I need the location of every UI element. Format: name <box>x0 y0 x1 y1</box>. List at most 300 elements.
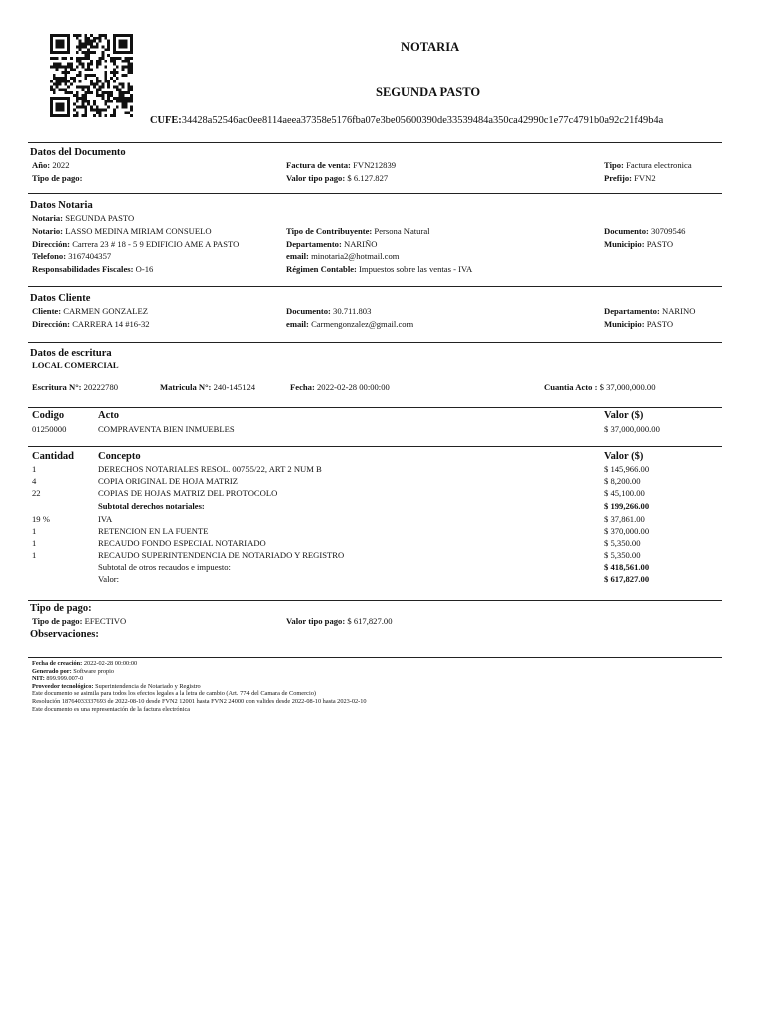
factura-field: Factura de venta: FVN212839 <box>286 160 397 170</box>
qr-module <box>130 88 133 91</box>
qr-module <box>130 97 133 100</box>
qr-module <box>53 88 56 91</box>
qr-module <box>53 77 56 80</box>
qr-module <box>67 86 70 89</box>
escritura-subheading: LOCAL COMERCIAL <box>32 360 119 370</box>
qr-module <box>61 65 64 68</box>
qr-module <box>119 45 122 48</box>
qr-module <box>67 51 70 54</box>
qr-module <box>61 108 64 111</box>
qr-module <box>64 80 67 83</box>
qr-module <box>107 40 110 43</box>
col-concepto: Concepto <box>98 451 141 462</box>
qr-module <box>87 48 90 51</box>
cufe-value: 34428a52546ac0ee8114aeea37358e5176fba07e3be05600390de33539484a350ca42990c1e77c4791b0a92c21f49b4a <box>181 115 664 126</box>
qr-module <box>113 63 116 66</box>
qr-module <box>87 68 90 71</box>
footer <box>32 660 367 713</box>
responsabilidades-field: Responsabilidades Fiscales: O-16 <box>32 264 154 274</box>
telefono-field: Telefono: 3167404357 <box>32 251 112 261</box>
qr-module <box>81 106 84 109</box>
qr-module <box>130 94 133 97</box>
qr-module <box>56 68 59 71</box>
qr-module <box>67 114 70 117</box>
qr-module <box>84 108 87 111</box>
qr-module <box>56 106 59 109</box>
qr-module <box>59 80 62 83</box>
concepto-valor: $ 37,861.00 <box>604 514 645 524</box>
qr-module <box>102 45 105 48</box>
qr-module <box>93 86 96 89</box>
qr-module <box>56 83 59 86</box>
tipo-pago-field: Tipo de pago: <box>32 173 83 183</box>
qr-module <box>50 80 53 83</box>
qr-module <box>79 60 82 63</box>
qr-module <box>110 60 113 63</box>
qr-module <box>122 86 125 89</box>
qr-module <box>50 114 53 117</box>
qr-module <box>122 43 125 46</box>
qr-module <box>76 37 79 40</box>
qr-module <box>79 106 82 109</box>
fecha-escritura-field: Fecha: 2022-02-28 00:00:00 <box>290 382 390 392</box>
qr-module <box>87 63 90 66</box>
concepto-descripcion: RECAUDO SUPERINTENDENCIA DE NOTARIADO Y REGISTRO <box>98 550 345 560</box>
documento-cliente-field: Documento: 30.711.803 <box>286 306 372 316</box>
qr-module <box>79 86 82 89</box>
qr-module <box>124 51 127 54</box>
qr-module <box>122 100 125 103</box>
concepto-descripcion: IVA <box>98 514 113 524</box>
qr-module <box>90 34 93 37</box>
qr-module <box>79 63 82 66</box>
qr-module <box>67 111 70 114</box>
qr-module <box>96 43 99 46</box>
qr-module <box>130 106 133 109</box>
qr-module <box>84 37 87 40</box>
qr-module <box>130 43 133 46</box>
qr-module <box>122 103 125 106</box>
qr-module <box>99 86 102 89</box>
qr-module <box>56 63 59 66</box>
qr-module <box>122 83 125 86</box>
qr-module <box>122 65 125 68</box>
tipo-factura-field: Tipo: Factura electronica <box>604 160 692 170</box>
notaria-field: Notaria: SEGUNDA PASTO <box>32 213 135 223</box>
qr-module <box>113 37 116 40</box>
qr-module <box>124 40 127 43</box>
qr-module <box>93 83 96 86</box>
qr-module <box>127 68 130 71</box>
concepto-descripcion: RETENCION EN LA FUENTE <box>98 526 209 536</box>
qr-module <box>67 63 70 66</box>
qr-module <box>53 74 56 77</box>
qr-module <box>81 97 84 100</box>
qr-module <box>122 91 125 94</box>
qr-module <box>50 65 53 68</box>
qr-module <box>84 57 87 60</box>
qr-module <box>107 106 110 109</box>
qr-module <box>84 34 87 37</box>
qr-module <box>116 65 119 68</box>
qr-module <box>119 51 122 54</box>
qr-module <box>93 103 96 106</box>
qr-code <box>50 34 133 117</box>
qr-module <box>119 97 122 100</box>
qr-module <box>119 94 122 97</box>
qr-module <box>50 86 53 89</box>
qr-module <box>90 68 93 71</box>
concepto-valor: $ 45,100.00 <box>604 488 645 498</box>
regimen-field: Régimen Contable: Impuestos sobre las ventas - IVA <box>286 264 473 274</box>
qr-module <box>127 86 130 89</box>
qr-module <box>107 86 110 89</box>
qr-module <box>53 51 56 54</box>
qr-module <box>90 60 93 63</box>
qr-module <box>81 45 84 48</box>
qr-module <box>56 108 59 111</box>
qr-module <box>102 54 105 57</box>
qr-module <box>84 43 87 46</box>
qr-module <box>130 45 133 48</box>
qr-module <box>84 111 87 114</box>
qr-module <box>70 91 73 94</box>
qr-module <box>70 77 73 80</box>
qr-module <box>81 51 84 54</box>
qr-module <box>50 45 53 48</box>
qr-module <box>96 60 99 63</box>
valor-pago-field: Valor tipo pago: $ 617,827.00 <box>286 616 393 626</box>
qr-module <box>61 34 64 37</box>
qr-module <box>122 45 125 48</box>
qr-module <box>64 34 67 37</box>
section-datos-escritura: Datos de escritura <box>30 348 112 359</box>
qr-module <box>99 114 102 117</box>
concepto-valor: $ 145,966.00 <box>604 464 650 474</box>
qr-module <box>61 77 64 80</box>
qr-module <box>99 108 102 111</box>
qr-module <box>104 100 107 103</box>
qr-module <box>107 91 110 94</box>
qr-module <box>59 77 62 80</box>
qr-module <box>53 57 56 60</box>
qr-module <box>56 80 59 83</box>
qr-module <box>93 74 96 77</box>
qr-module <box>73 68 76 71</box>
qr-module <box>113 43 116 46</box>
divider <box>28 600 722 601</box>
qr-module <box>90 80 93 83</box>
municipio-cliente-field: Municipio: PASTO <box>604 319 674 329</box>
qr-module <box>102 97 105 100</box>
qr-module <box>124 100 127 103</box>
qr-module <box>127 83 130 86</box>
qr-module <box>81 88 84 91</box>
qr-module <box>64 68 67 71</box>
qr-module <box>76 97 79 100</box>
qr-module <box>67 40 70 43</box>
qr-module <box>107 54 110 57</box>
qr-module <box>81 86 84 89</box>
qr-module <box>130 108 133 111</box>
qr-module <box>119 57 122 60</box>
qr-module <box>53 114 56 117</box>
qr-module <box>127 60 130 63</box>
subtotal-derechos-valor: $ 199,266.00 <box>604 501 650 511</box>
qr-module <box>113 60 116 63</box>
qr-module <box>79 43 82 46</box>
qr-module <box>104 71 107 74</box>
qr-module <box>76 91 79 94</box>
qr-module <box>53 63 56 66</box>
qr-module <box>99 88 102 91</box>
qr-module <box>113 48 116 51</box>
qr-module <box>59 40 62 43</box>
qr-module <box>87 40 90 43</box>
qr-module <box>113 86 116 89</box>
qr-module <box>130 114 133 117</box>
qr-module <box>67 48 70 51</box>
subtotal-derechos-label: Subtotal derechos notariales: <box>98 501 205 511</box>
concepto-cantidad: 1 <box>32 550 37 560</box>
qr-module <box>130 37 133 40</box>
qr-module <box>61 51 64 54</box>
concepto-valor: $ 370,000.00 <box>604 526 650 536</box>
col-valor: Valor ($) <box>604 410 644 421</box>
qr-module <box>104 103 107 106</box>
qr-module <box>76 111 79 114</box>
qr-module <box>107 100 110 103</box>
qr-module <box>96 37 99 40</box>
anio-field: Año: 2022 <box>32 160 70 170</box>
qr-module <box>87 54 90 57</box>
qr-module <box>50 108 53 111</box>
qr-module <box>81 65 84 68</box>
qr-module <box>73 103 76 106</box>
qr-module <box>130 100 133 103</box>
prefijo-field: Prefijo: FVN2 <box>604 173 656 183</box>
qr-module <box>64 88 67 91</box>
qr-module <box>96 65 99 68</box>
qr-module <box>84 51 87 54</box>
qr-module <box>113 97 116 100</box>
qr-module <box>124 74 127 77</box>
direccion-cliente-field: Dirección: CARRERA 14 #16-32 <box>32 319 150 329</box>
qr-module <box>59 108 62 111</box>
qr-module <box>79 45 82 48</box>
qr-module <box>61 57 64 60</box>
qr-module <box>59 83 62 86</box>
qr-module <box>102 94 105 97</box>
qr-module <box>67 71 70 74</box>
qr-module <box>70 68 73 71</box>
qr-module <box>116 100 119 103</box>
qr-module <box>116 86 119 89</box>
qr-module <box>116 34 119 37</box>
qr-module <box>50 97 53 100</box>
qr-module <box>79 57 82 60</box>
qr-module <box>76 114 79 117</box>
qr-module <box>119 43 122 46</box>
departamento-cliente-field: Departamento: NARINO <box>604 306 696 316</box>
qr-module <box>102 108 105 111</box>
qr-module <box>61 40 64 43</box>
qr-module <box>59 88 62 91</box>
qr-module <box>59 63 62 66</box>
qr-module <box>116 88 119 91</box>
concepto-cantidad: 22 <box>32 488 41 498</box>
qr-module <box>70 63 73 66</box>
qr-module <box>81 57 84 60</box>
qr-module <box>76 51 79 54</box>
qr-module <box>50 51 53 54</box>
qr-module <box>113 74 116 77</box>
qr-module <box>116 106 119 109</box>
qr-module <box>87 91 90 94</box>
cufe-label: CUFE: <box>150 115 182 126</box>
qr-module <box>124 97 127 100</box>
qr-module <box>59 65 62 68</box>
qr-module <box>107 45 110 48</box>
qr-module <box>79 48 82 51</box>
qr-module <box>50 106 53 109</box>
escritura-field: Escritura N°: 20222780 <box>32 382 119 392</box>
concepto-descripcion: RECAUDO FONDO ESPECIAL NOTARIADO <box>98 538 266 548</box>
qr-module <box>93 40 96 43</box>
qr-module <box>119 88 122 91</box>
qr-module <box>64 51 67 54</box>
qr-module <box>104 80 107 83</box>
qr-module <box>127 97 130 100</box>
qr-module <box>61 88 64 91</box>
qr-module <box>93 108 96 111</box>
qr-module <box>124 34 127 37</box>
qr-module <box>73 80 76 83</box>
qr-module <box>56 114 59 117</box>
qr-module <box>113 51 116 54</box>
qr-module <box>67 103 70 106</box>
qr-module <box>124 91 127 94</box>
qr-module <box>110 71 113 74</box>
footer-generado: Generado por: Software propio <box>32 667 115 675</box>
qr-module <box>81 114 84 117</box>
qr-module <box>102 86 105 89</box>
qr-module <box>67 91 70 94</box>
col-cantidad: Cantidad <box>32 451 75 462</box>
qr-module <box>50 34 53 37</box>
qr-module <box>50 40 53 43</box>
qr-module <box>116 77 119 80</box>
qr-module <box>116 57 119 60</box>
qr-module <box>64 71 67 74</box>
qr-module <box>73 34 76 37</box>
qr-module <box>64 65 67 68</box>
valor-tipo-pago-field: Valor tipo pago: $ 6.127.827 <box>286 173 389 183</box>
qr-module <box>116 51 119 54</box>
footer-line2: Resolución 18764033337693 de 2022-08-10 desde FVN2 12001 hasta FVN2 24000 con valides desde 2022-08-10 hasta 2023-02-10 <box>32 697 367 705</box>
qr-module <box>102 34 105 37</box>
qr-module <box>76 86 79 89</box>
qr-module <box>124 60 127 63</box>
qr-module <box>87 103 90 106</box>
qr-module <box>64 91 67 94</box>
qr-module <box>59 97 62 100</box>
municipio-notaria-field: Municipio: PASTO <box>604 239 674 249</box>
concepto-cantidad: 4 <box>32 476 37 486</box>
qr-module <box>81 43 84 46</box>
qr-module <box>113 45 116 48</box>
footer-fecha: Fecha de creación: 2022-02-28 00:00:00 <box>32 660 138 667</box>
title-segunda-pasto: SEGUNDA PASTO <box>376 85 481 99</box>
qr-module <box>67 106 70 109</box>
qr-module <box>124 103 127 106</box>
qr-module <box>130 51 133 54</box>
qr-module <box>110 100 113 103</box>
qr-module <box>96 83 99 86</box>
qr-module <box>127 100 130 103</box>
email-cliente-field: email: Carmengonzalez@gmail.com <box>286 319 414 329</box>
qr-module <box>84 94 87 97</box>
qr-module <box>110 77 113 80</box>
qr-module <box>76 57 79 60</box>
qr-module <box>127 71 130 74</box>
qr-module <box>50 111 53 114</box>
qr-module <box>99 34 102 37</box>
acto-valor: $ 37,000,000.00 <box>604 424 660 434</box>
concepto-valor: $ 5,350.00 <box>604 538 641 548</box>
qr-module <box>104 48 107 51</box>
concepto-descripcion: COPIA ORIGINAL DE HOJA MATRIZ <box>98 476 239 486</box>
qr-module <box>90 45 93 48</box>
qr-module <box>56 57 59 60</box>
qr-module <box>104 114 107 117</box>
qr-module <box>127 51 130 54</box>
divider <box>28 342 722 343</box>
tipo-pago-valor-field: Tipo de pago: EFECTIVO <box>32 616 127 626</box>
qr-module <box>87 65 90 68</box>
qr-module <box>73 94 76 97</box>
qr-module <box>107 97 110 100</box>
qr-module <box>96 108 99 111</box>
qr-module <box>107 48 110 51</box>
qr-module <box>93 51 96 54</box>
qr-module <box>73 108 76 111</box>
qr-module <box>113 71 116 74</box>
qr-module <box>50 103 53 106</box>
qr-module <box>96 63 99 66</box>
qr-module <box>87 37 90 40</box>
qr-module <box>50 100 53 103</box>
qr-module <box>124 45 127 48</box>
qr-module <box>56 77 59 80</box>
qr-module <box>56 51 59 54</box>
qr-module <box>76 94 79 97</box>
qr-module <box>122 94 125 97</box>
qr-module <box>93 37 96 40</box>
qr-module <box>90 106 93 109</box>
qr-module <box>110 114 113 117</box>
divider <box>28 193 722 194</box>
concepto-cantidad: 1 <box>32 538 37 548</box>
qr-module <box>124 106 127 109</box>
section-datos-documento: Datos del Documento <box>30 147 126 158</box>
qr-module <box>122 106 125 109</box>
qr-module <box>87 74 90 77</box>
qr-module <box>56 43 59 46</box>
qr-module <box>50 57 53 60</box>
acto-codigo: 01250000 <box>32 424 67 434</box>
qr-module <box>104 37 107 40</box>
